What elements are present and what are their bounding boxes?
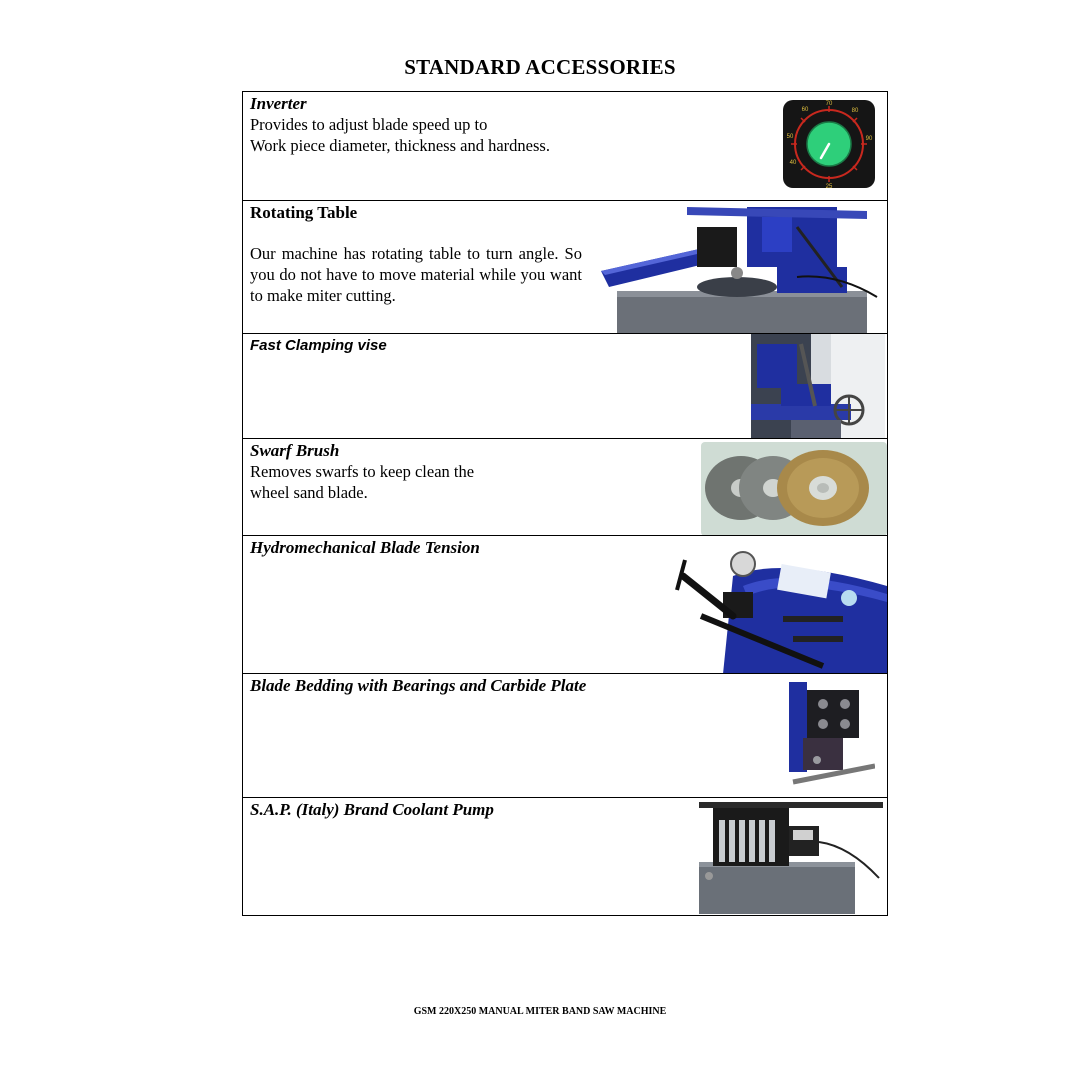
accessory-title: S.A.P. (Italy) Brand Coolant Pump: [250, 800, 494, 819]
accessory-row-rotating-table: [243, 201, 887, 334]
accessory-title: Swarf Brush: [250, 441, 340, 460]
accessory-title: Inverter: [250, 94, 307, 113]
dial-label: 50: [786, 134, 794, 140]
accessory-title: Fast Clamping vise: [250, 337, 387, 354]
blade-bedding-photo: [789, 682, 875, 794]
rotating-table-photo: [597, 207, 887, 333]
accessory-description-line: Removes swarfs to keep clean the: [250, 462, 475, 481]
blade-tension-photo: [663, 546, 887, 674]
dial-label: 80: [851, 108, 859, 114]
accessory-title: Rotating Table: [250, 203, 358, 222]
dial-label: 40: [789, 160, 797, 166]
dial-label: 90: [865, 136, 873, 142]
accessory-row-blade-bedding: [243, 674, 887, 798]
accessory-title: Hydromechanical Blade Tension: [250, 538, 480, 557]
accessory-title: Blade Bedding with Bearings and Carbide Plate: [250, 676, 587, 695]
swarf-brush-photo: [701, 442, 887, 536]
page-title: STANDARD ACCESSORIES: [404, 55, 676, 79]
accessory-row-blade-tension: [243, 536, 887, 674]
coolant-pump-photo: [699, 802, 883, 914]
accessory-description-line: Work piece diameter, thickness and hardness.: [250, 136, 550, 155]
accessories-table: [242, 91, 888, 916]
inverter-dial-photo: [781, 98, 877, 190]
accessory-row-inverter: [243, 92, 887, 201]
dial-label: 60: [801, 107, 809, 113]
accessory-row-clamping-vise: [243, 334, 887, 439]
document-footer: GSM 220X250 MANUAL MITER BAND SAW MACHINE: [413, 1006, 667, 1017]
dial-label: 70: [825, 101, 833, 107]
clamping-vise-photo: [751, 334, 885, 438]
dial-label: 25: [825, 184, 833, 190]
accessory-description-line: Provides to adjust blade speed up to: [250, 115, 488, 134]
accessory-row-coolant-pump: [243, 798, 887, 915]
accessory-row-swarf-brush: [243, 439, 887, 536]
accessory-description-line: wheel sand blade.: [250, 483, 368, 502]
accessory-description: Our machine has rotating table to turn angle. So you do not have to move material while you want to make miter cutting.: [250, 244, 582, 305]
